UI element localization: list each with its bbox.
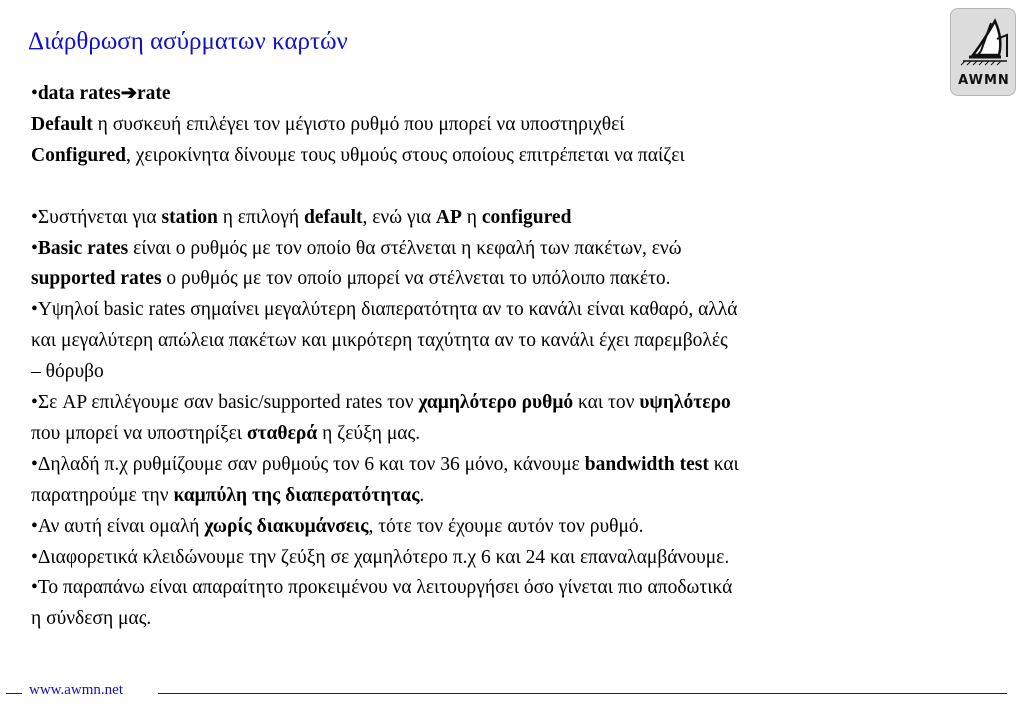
text-line [31, 450, 991, 481]
text-run: και [708, 453, 739, 475]
text-run: ο ρυθμός με τον οποίο μπορεί να στέλνεται το υπόλοιπο πακέτο. [161, 268, 671, 290]
text-line [31, 203, 991, 234]
text-line [31, 388, 991, 419]
text-run: , ενώ για [362, 206, 436, 228]
bold-text: ➔ [120, 83, 138, 104]
text-run: η επιλογή [217, 206, 304, 228]
text-run: η σύνδεση μας. [31, 608, 152, 630]
bold-text: bandwidth test [584, 453, 709, 475]
slide-title: Διάρθρωση ασύρματων καρτών [28, 28, 348, 55]
text-line [31, 419, 991, 450]
bold-text: Default [31, 113, 93, 135]
bold-text: rate [137, 83, 171, 104]
bold-text: AP [435, 206, 462, 228]
text-run: •Συστήνεται για [31, 206, 162, 228]
text-run: – θόρυβο [31, 361, 104, 383]
text-run: η ζεύξη μας. [317, 422, 421, 444]
text-line [31, 141, 991, 172]
logo-text: AWMN [958, 73, 1010, 88]
text-run: είναι ο ρυθμός με τον οποίο θα στέλνεται η κεφαλή των πακέτων, ενώ [128, 237, 682, 259]
text-run: •Υψηλοί basic rates σημαίνει μεγαλύτερη διαπερατότητα αν το κανάλι είναι καθαρό, αλλά [31, 299, 738, 321]
text-run: που μπορεί να υποστηρίξει [31, 422, 247, 444]
footer [0, 681, 1023, 703]
bold-text: καμπύλη της διαπερατότητας [173, 484, 420, 506]
text-run: •Αν αυτή είναι ομαλή [31, 515, 205, 537]
text-run: , χειροκίνητα δίνουμε τους υθμούς στους οποίους επιτρέπεται να παίζει [126, 144, 685, 166]
bold-text: Configured [31, 144, 126, 166]
text-line [31, 604, 991, 635]
text-line [31, 573, 991, 604]
bold-text: supported rates [31, 268, 162, 290]
text-line [31, 79, 991, 110]
text-run: •Σε AP επιλέγουμε σαν basic/supported rates τον [31, 392, 419, 414]
bold-text: χαμηλότερο ρυθμό [418, 392, 574, 414]
text-line [31, 110, 991, 141]
text-run: και μεγαλύτερη απώλεια πακέτων και μικρότερη ταχύτητα αν το κανάλι έχει παρεμβολές [31, 330, 728, 352]
text-run: η [461, 206, 482, 228]
text-run: • [31, 83, 38, 104]
text-line [31, 357, 991, 388]
text-run: , τότε τον έχουμε αυτόν τον ρυθμό. [368, 515, 644, 537]
text-run: •Διαφορετικά κλειδώνουμε την ζεύξη σε χαμηλότερο π.χ 6 και 24 και επαναλαμβάνουμε. [31, 546, 730, 568]
bold-text: default [303, 206, 363, 228]
slide-body [31, 79, 991, 635]
text-run: •Το παραπάνω είναι απαραίτητο προκειμένου να λειτουργήσει όσο γίνεται πιο αποδωτικά [31, 577, 733, 599]
text-line [31, 264, 991, 295]
text-line [31, 512, 991, 543]
bold-text: station [161, 206, 218, 228]
bold-text: data rates [37, 83, 121, 104]
footer-rule-left [6, 693, 22, 694]
text-run: η συσκευή επιλέγει τον μέγιστο ρυθμό που μπορεί να υποστηριχθεί [92, 113, 625, 135]
text-line [31, 481, 991, 512]
text-line [31, 326, 991, 357]
bold-text: Basic rates [37, 237, 129, 259]
text-run: παρατηρούμε την [31, 484, 174, 506]
text-line [31, 543, 991, 574]
footer-rule-right [158, 693, 1007, 694]
text-run: και τον [573, 392, 640, 414]
text-run: . [419, 484, 425, 506]
text-line [31, 295, 991, 326]
text-line [31, 234, 991, 265]
text-run: • [31, 237, 38, 259]
bold-text: χωρίς διακυμάνσεις [204, 515, 369, 537]
bold-text: υψηλότερο [639, 392, 731, 414]
text-line [31, 172, 991, 203]
bold-text: configured [481, 206, 572, 228]
footer-url: www.awmn.net [29, 682, 124, 698]
text-run: •Δηλαδή π.χ ρυθμίζουμε σαν ρυθμούς τον 6 και τον 36 μόνο, κάνουμε [31, 453, 585, 475]
bold-text: σταθερά [246, 422, 318, 444]
